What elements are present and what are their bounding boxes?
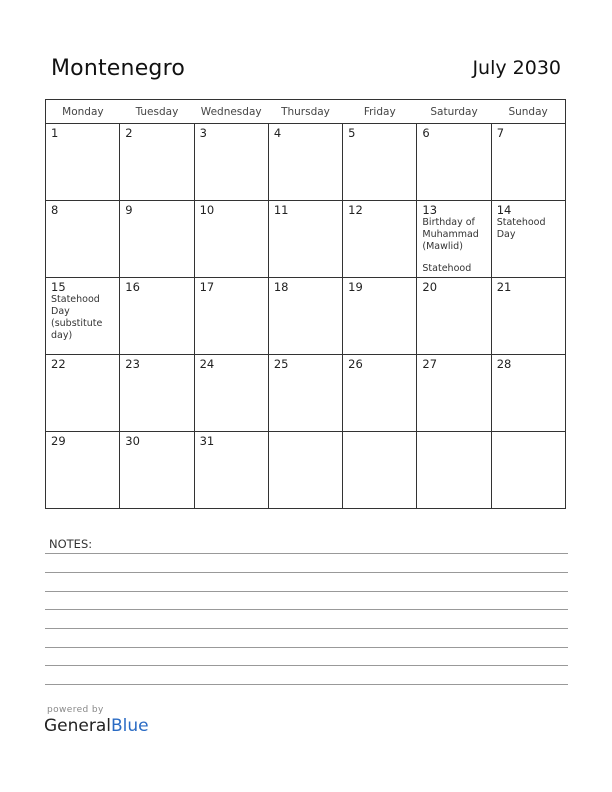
calendar-grid (45, 99, 566, 509)
day-cell (120, 124, 194, 201)
day-cell (268, 432, 342, 509)
day-cell (120, 432, 194, 509)
day-cell (46, 432, 120, 509)
day-number: 23 (125, 357, 140, 371)
weekday-header-row (46, 100, 566, 124)
day-cell (417, 201, 491, 278)
weekday-header: Thursday (268, 100, 342, 124)
day-number: 13 (422, 203, 438, 217)
day-cell (268, 201, 342, 278)
day-cell (194, 124, 268, 201)
day-cell (120, 278, 194, 355)
notes-line (45, 628, 568, 629)
weekday-header: Sunday (491, 100, 565, 124)
day-number: 16 (125, 280, 140, 294)
day-number: 29 (51, 434, 66, 448)
day-number: 17 (199, 280, 215, 294)
day-number: 7 (496, 126, 505, 140)
day-cell (417, 124, 491, 201)
month-year-title: July 2030 (472, 57, 561, 79)
day-number: 12 (348, 203, 363, 217)
notes-line (45, 553, 568, 554)
day-cell (46, 278, 120, 355)
day-cell (268, 355, 342, 432)
notes-line (45, 684, 568, 685)
day-number: 4 (273, 126, 282, 140)
day-cell (491, 432, 565, 509)
day-number: 2 (125, 126, 133, 140)
day-number: 26 (348, 357, 363, 371)
day-number: 25 (273, 357, 289, 371)
day-number: 9 (125, 203, 133, 217)
weekday-header: Tuesday (120, 100, 194, 124)
day-number: 31 (199, 434, 215, 448)
day-number: 27 (422, 357, 438, 371)
week-row (46, 201, 566, 278)
notes-line (45, 591, 568, 592)
day-number: 15 (51, 280, 66, 294)
day-cell (491, 355, 565, 432)
powered-by-text: powered by (47, 705, 104, 715)
day-number: 21 (496, 280, 512, 294)
day-number: 11 (273, 203, 289, 217)
holiday-label: Statehood Day (substitute day) (51, 294, 103, 341)
holiday-label: Statehood (422, 263, 472, 274)
day-cell (343, 278, 417, 355)
day-cell (417, 278, 491, 355)
day-number: 19 (348, 280, 363, 294)
day-cell (194, 201, 268, 278)
day-cell (46, 201, 120, 278)
brand-logo (44, 716, 149, 736)
day-cell (194, 432, 268, 509)
holiday-label: Birthday of Muhammad (Mawlid) (422, 217, 479, 252)
day-number: 8 (51, 203, 59, 217)
brand-general: General (44, 716, 111, 736)
day-number: 28 (496, 357, 512, 371)
weekday-header: Monday (46, 100, 120, 124)
day-number: 1 (51, 126, 59, 140)
day-cell (343, 355, 417, 432)
day-number: 30 (125, 434, 140, 448)
day-cell (194, 355, 268, 432)
day-cell (46, 124, 120, 201)
weekday-header: Saturday (417, 100, 491, 124)
day-cell (268, 124, 342, 201)
day-cell (343, 432, 417, 509)
day-cell (46, 355, 120, 432)
day-cell (491, 201, 565, 278)
day-number: 10 (199, 203, 215, 217)
day-number: 5 (348, 126, 356, 140)
week-row (46, 432, 566, 509)
week-row (46, 278, 566, 355)
day-cell (343, 201, 417, 278)
day-number: 3 (199, 126, 207, 140)
weekday-header: Wednesday (194, 100, 268, 124)
day-number: 14 (496, 203, 512, 217)
day-cell (343, 124, 417, 201)
notes-line (45, 572, 568, 573)
day-number: 18 (273, 280, 289, 294)
day-number: 24 (199, 357, 215, 371)
week-row (46, 124, 566, 201)
notes-label: NOTES: (49, 537, 93, 551)
day-number: 20 (422, 280, 438, 294)
day-number: 6 (422, 126, 430, 140)
brand-blue: Blue (111, 716, 149, 736)
day-cell (491, 278, 565, 355)
day-cell (491, 124, 565, 201)
day-cell (120, 201, 194, 278)
notes-line (45, 665, 568, 666)
day-cell (417, 432, 491, 509)
weekday-header: Friday (343, 100, 417, 124)
day-cell (268, 278, 342, 355)
day-cell (194, 278, 268, 355)
day-cell (120, 355, 194, 432)
notes-line (45, 609, 568, 610)
notes-line (45, 647, 568, 648)
holiday-label: Statehood Day (496, 217, 546, 240)
day-number: 22 (51, 357, 66, 371)
country-title: Montenegro (51, 56, 186, 81)
day-cell (417, 355, 491, 432)
week-row (46, 355, 566, 432)
